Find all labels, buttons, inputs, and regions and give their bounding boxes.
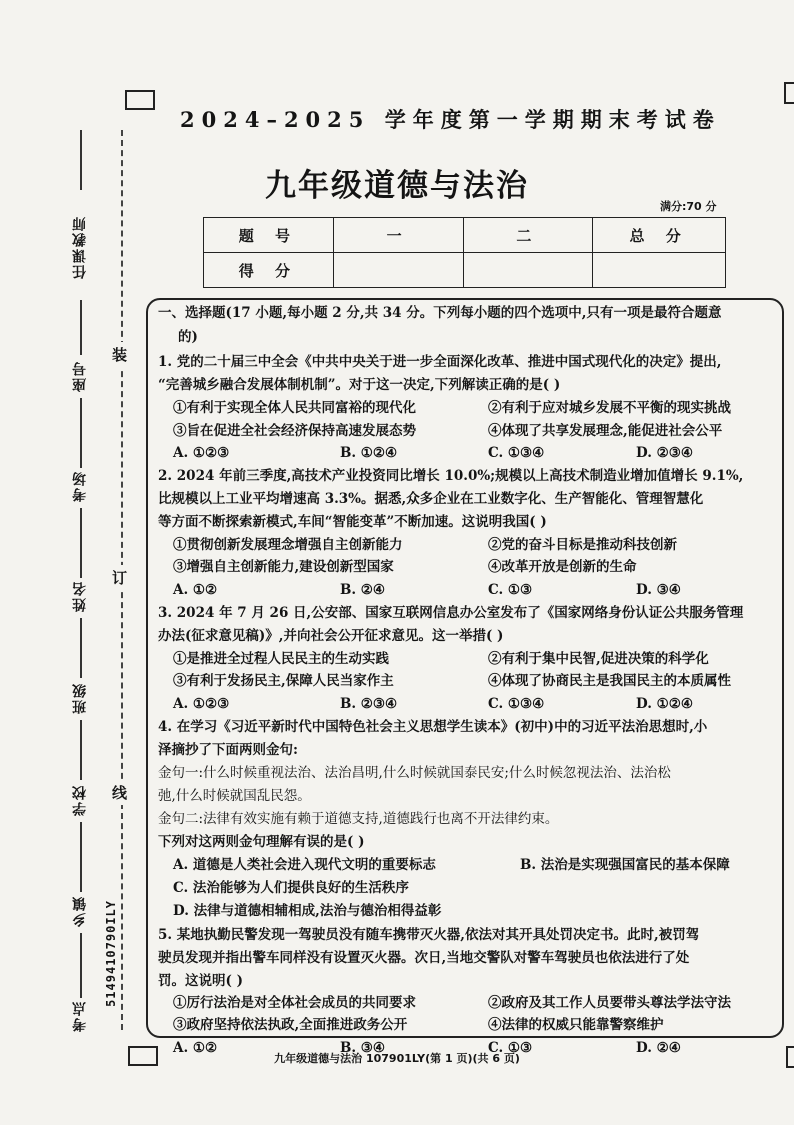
q3-choice-c[interactable]: C. ①③④ <box>488 696 545 712</box>
q2-statement-1: ①贯彻创新发展理念增强自主创新能力 <box>173 537 403 553</box>
q1-stem-line2: “完善城乡融合发展体制机制”。对于这一决定,下列解读正确的是( ) <box>158 377 561 393</box>
q1-choice-d[interactable]: D. ②③④ <box>636 445 693 461</box>
q4-choice-a[interactable]: A. 道德是人类社会进入现代文明的重要标志 <box>173 857 436 873</box>
q3-stem-line1: 3. 2024 年 7 月 26 日,公安部、国家互联网信息办公室发布了《国家网络身份认证公共服务管理 <box>158 605 744 621</box>
q3-choice-a[interactable]: A. ①②③ <box>173 696 230 712</box>
q1-choice-b[interactable]: B. ①②④ <box>340 445 398 461</box>
q5-statement-4: ④法律的权威只能靠警察维护 <box>488 1017 664 1033</box>
q2-statement-3: ③增强自主创新能力,建设创新型国家 <box>173 559 394 575</box>
side-label-room: 考场 <box>72 470 88 502</box>
side-line <box>80 720 82 780</box>
q2-choice-b[interactable]: B. ②④ <box>340 582 386 598</box>
q4-quote1-line1: 金句一:什么时候重视法治、法治昌明,什么时候就国泰民安;什么时候忽视法治、法治松 <box>158 765 671 781</box>
q5-stem-line1: 5. 某地执勤民警发现一驾驶员没有随车携带灭火器,依法对其开具处罚决定书。此时,被罚驾 <box>158 927 700 943</box>
page-title: 九年级道德与法治 <box>265 168 529 204</box>
q1-statement-2: ②有利于应对城乡发展不平衡的现实挑战 <box>488 400 731 416</box>
score-header-part1: 一 <box>333 218 463 253</box>
q1-statement-1: ①有利于实现全体人民共同富裕的现代化 <box>173 400 416 416</box>
side-line <box>80 508 82 578</box>
q5-statement-3: ③政府坚持依法执政,全面推进政务公开 <box>173 1017 408 1033</box>
q4-quote1-line2: 弛,什么时候就国乱民怨。 <box>158 788 311 804</box>
q5-stem-line3: 罚。这说明( ) <box>158 973 243 989</box>
side-line <box>80 398 82 468</box>
q5-choice-d[interactable]: D. ②④ <box>636 1040 681 1056</box>
q2-choice-d[interactable]: D. ③④ <box>636 582 681 598</box>
side-label-school: 学校 <box>72 784 88 816</box>
side-line <box>80 618 82 678</box>
score-table <box>203 217 726 288</box>
score-header-number: 题 号 <box>204 218 334 253</box>
q4-stem-question: 下列对这两则金句理解有误的是( ) <box>158 834 365 850</box>
binding-char-zhuang: 装 <box>112 342 127 367</box>
q2-statement-2: ②党的奋斗目标是推动科技创新 <box>488 537 677 553</box>
side-label-site: 考点 <box>72 1000 88 1032</box>
corner-box-top-right <box>784 82 794 104</box>
section-heading-cont: 的) <box>178 329 198 345</box>
q5-choice-a[interactable]: A. ①② <box>173 1040 218 1056</box>
q4-stem-line2: 泽摘抄了下面两则金句: <box>158 742 298 758</box>
side-label-town: 乡镇 <box>72 895 88 927</box>
q1-choice-c[interactable]: C. ①③④ <box>488 445 545 461</box>
binding-char-ding: 订 <box>112 565 127 590</box>
q4-choice-b[interactable]: B. 法治是实现强国富民的基本保障 <box>520 857 730 873</box>
q1-choice-a[interactable]: A. ①②③ <box>173 445 230 461</box>
q4-stem-line1: 4. 在学习《习近平新时代中国特色社会主义思想学生读本》(初中)中的习近平法治思想时,小 <box>158 719 708 735</box>
q5-statement-2: ②政府及其工作人员要带头尊法学法守法 <box>488 995 731 1011</box>
q5-stem-line2: 驶员发现并指出警车同样没有设置灭火器。次日,当地交警队对警车驾驶员也依法进行了处 <box>158 950 690 966</box>
q1-statement-3: ③旨在促进全社会经济保持高速发展态势 <box>173 423 416 439</box>
score-row-label: 得 分 <box>204 253 334 288</box>
q3-choice-b[interactable]: B. ②③④ <box>340 696 398 712</box>
full-score: 满分:70 分 <box>660 200 717 213</box>
q4-choice-c[interactable]: C. 法治能够为人们提供良好的生活秩序 <box>173 880 409 896</box>
q2-stem-line1: 2. 2024 年前三季度,高技术产业投资同比增长 10.0%;规模以上高技术制造业增加值增长 9.1%, <box>158 468 744 484</box>
q3-statement-1: ①是推进全过程人民民主的生动实践 <box>173 651 389 667</box>
year-title: 2024–2025 学年度第一学期期末考试卷 <box>180 107 721 132</box>
side-label-seat: 座号 <box>72 360 88 392</box>
side-line <box>80 300 82 355</box>
q3-choice-d[interactable]: D. ①②④ <box>636 696 693 712</box>
score-cell-total[interactable] <box>593 253 726 288</box>
q2-statement-4: ④改革开放是创新的生命 <box>488 559 637 575</box>
score-cell-part2[interactable] <box>463 253 593 288</box>
side-line <box>80 822 82 892</box>
q3-statement-3: ③有利于发扬民主,保障人民当家作主 <box>173 673 394 689</box>
score-header-total: 总 分 <box>593 218 726 253</box>
q2-stem-line2: 比规模以上工业平均增速高 3.3%。据悉,众多企业在工业数字化、生产智能化、管理智慧化 <box>158 491 704 507</box>
q1-stem-line1: 1. 党的二十届三中全会《中共中央关于进一步全面深化改革、推进中国式现代化的决定》提出, <box>158 354 722 370</box>
exam-code-vertical: 5149410790ILY <box>104 900 118 1007</box>
q5-statement-1: ①厉行法治是对全体社会成员的共同要求 <box>173 995 416 1011</box>
q3-statement-4: ④体现了协商民主是我国民主的本质属性 <box>488 673 731 689</box>
q2-stem-line3: 等方面不断探索新模式,车间“智能变革”不断加速。这说明我国( ) <box>158 514 547 530</box>
side-line <box>80 933 82 998</box>
q4-choice-d[interactable]: D. 法律与道德相辅相成,法治与德治相得益彰 <box>173 903 442 919</box>
q2-choice-c[interactable]: C. ①③ <box>488 582 533 598</box>
q5-choice-b[interactable]: B. ③④ <box>340 1040 386 1056</box>
section-heading: 一、选择题(17 小题,每小题 2 分,共 34 分。下列每小题的四个选项中,只有一项是最符合题意 <box>158 305 722 321</box>
q2-choice-a[interactable]: A. ①② <box>173 582 218 598</box>
side-label-name: 姓名 <box>72 580 88 612</box>
q4-quote2: 金句二:法律有效实施有赖于道德支持,道德践行也离不开法律约束。 <box>158 811 559 827</box>
score-cell-part1[interactable] <box>333 253 463 288</box>
page-footer: 九年级道德与法治 107901LY(第 1 页)(共 6 页) <box>274 1052 520 1065</box>
q1-statement-4: ④体现了共享发展理念,能促进社会公平 <box>488 423 723 439</box>
corner-box-top-left <box>125 90 155 110</box>
q5-choice-c[interactable]: C. ①③ <box>488 1040 533 1056</box>
score-header-part2: 二 <box>463 218 593 253</box>
side-label-teacher: 任课教师 <box>72 215 88 279</box>
q3-stem-line2: 办法(征求意见稿)》,并向社会公开征求意见。这一举措( ) <box>158 628 504 644</box>
q3-statement-2: ②有利于集中民智,促进决策的科学化 <box>488 651 709 667</box>
side-label-class: 班级 <box>72 682 88 714</box>
binding-char-xian: 线 <box>112 780 127 805</box>
